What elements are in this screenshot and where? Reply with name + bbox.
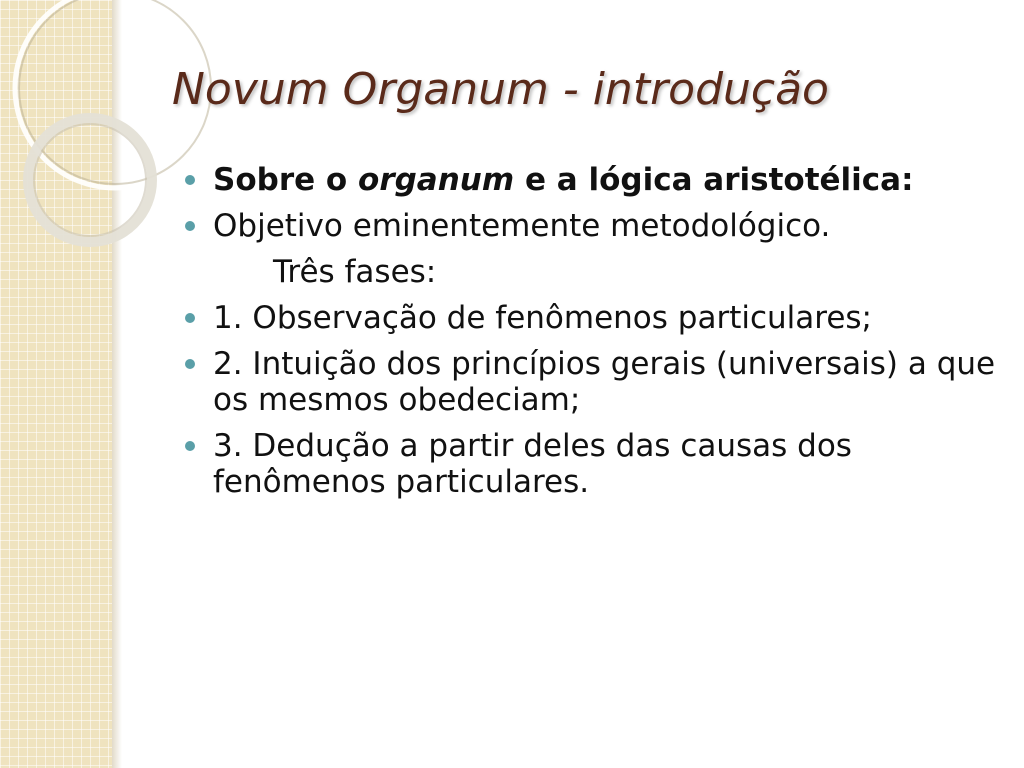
bullet-icon <box>185 441 195 451</box>
bullet-text: 3. Dedução a partir deles das causas dos fenômenos particulares. <box>213 428 852 500</box>
bullet-item-phase-2 <box>182 346 1002 418</box>
heading-part-2: organum <box>358 162 515 198</box>
slide-title: Novum Organum - introdução <box>172 64 829 115</box>
bullet-list <box>182 162 1002 510</box>
heading-part-3: e a lógica aristotélica: <box>514 162 914 198</box>
bullet-icon <box>185 359 195 369</box>
heading-part-1: Sobre o <box>213 162 359 198</box>
subitem-phases <box>182 254 1002 290</box>
subitem-text: Três fases: <box>273 254 437 290</box>
bullet-text: 2. Intuição dos princípios gerais (universais) a que os mesmos obedeciam; <box>213 346 996 418</box>
bullet-item-heading <box>182 162 1002 198</box>
bullet-icon <box>185 175 195 185</box>
bullet-icon <box>185 313 195 323</box>
bullet-icon <box>185 221 195 231</box>
bullet-item-phase-1 <box>182 300 1002 336</box>
bullet-item-objective <box>182 208 1002 244</box>
bullet-text: 1. Observação de fenômenos particulares; <box>213 300 872 336</box>
bullet-text: Objetivo eminentemente metodológico. <box>213 208 831 244</box>
bullet-item-phase-3 <box>182 428 1002 500</box>
